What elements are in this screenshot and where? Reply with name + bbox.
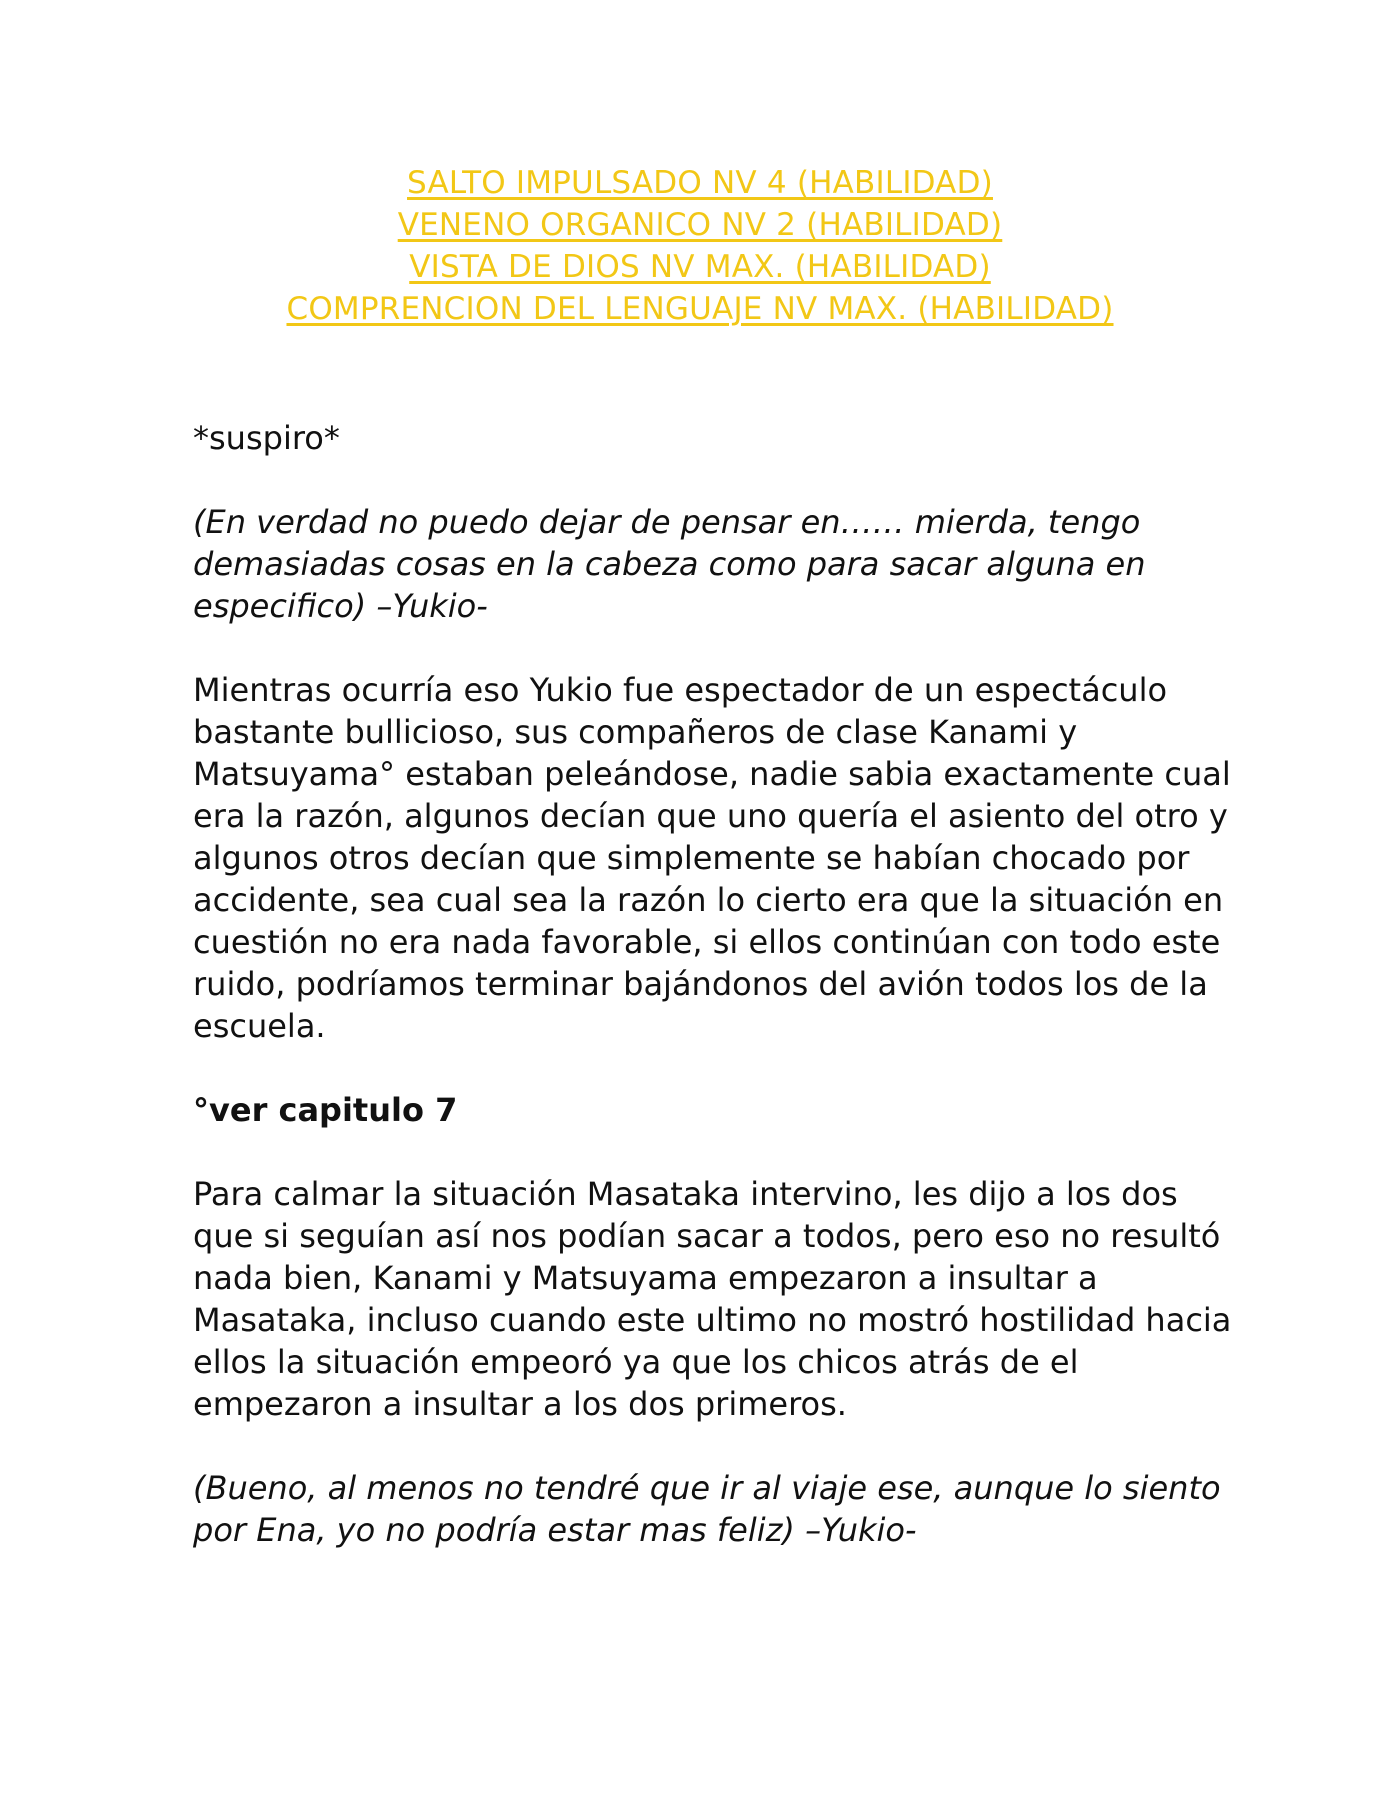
sigh-line: *suspiro* [193, 419, 340, 457]
story-body [193, 417, 1233, 1593]
skill-list [0, 162, 1400, 330]
chapter-footnote: °ver capitulo 7 [193, 1091, 458, 1129]
yukio-thought-1: (En verdad no puedo dejar de pensar en…… mierda, tengo demasiadas cosas en la cabeza como para sacar alguna en especifico) –Yukio- [193, 503, 1146, 625]
yukio-thought-2: (Bueno, al menos no tendré que ir al viaje ese, aunque lo siento por Ena, yo no podría estar mas feliz) –Yukio- [193, 1469, 1221, 1549]
narration-paragraph-2: Para calmar la situación Masataka intervino, les dijo a los dos que si seguían así nos podían sacar a todos, pero eso no resultó nada bien, Kanami y Matsuyama empezaron a insultar a Masataka, incluso cuando este ultimo no mostró hostilidad hacia ellos la situación empeoró ya que los chicos atrás de el empezaron a insultar a los dos primeros. [193, 1175, 1232, 1423]
skill-line-poison: VENENO ORGANICO NV 2 (HABILIDAD) [397, 207, 1003, 243]
skill-line-language: COMPRENCION DEL LENGUAJE NV MAX. (HABILIDAD) [286, 291, 1114, 327]
narration-paragraph-1: Mientras ocurría eso Yukio fue espectador de un espectáculo bastante bullicioso, sus compañeros de clase Kanami y Matsuyama° estaban peleándose, nadie sabia exactamente cual era la razón, algunos decían que uno quería el asiento del otro y algunos otros decían que simplemente se habían chocado por accidente, sea cual sea la razón lo cierto era que la situación en cuestión no era nada favorable, si ellos continúan con todo este ruido, podríamos terminar bajándonos del avión todos los de la escuela. [193, 671, 1231, 1045]
skill-line-jump: SALTO IMPULSADO NV 4 (HABILIDAD) [407, 165, 993, 201]
skill-line-god-view: VISTA DE DIOS NV MAX. (HABILIDAD) [409, 249, 991, 285]
